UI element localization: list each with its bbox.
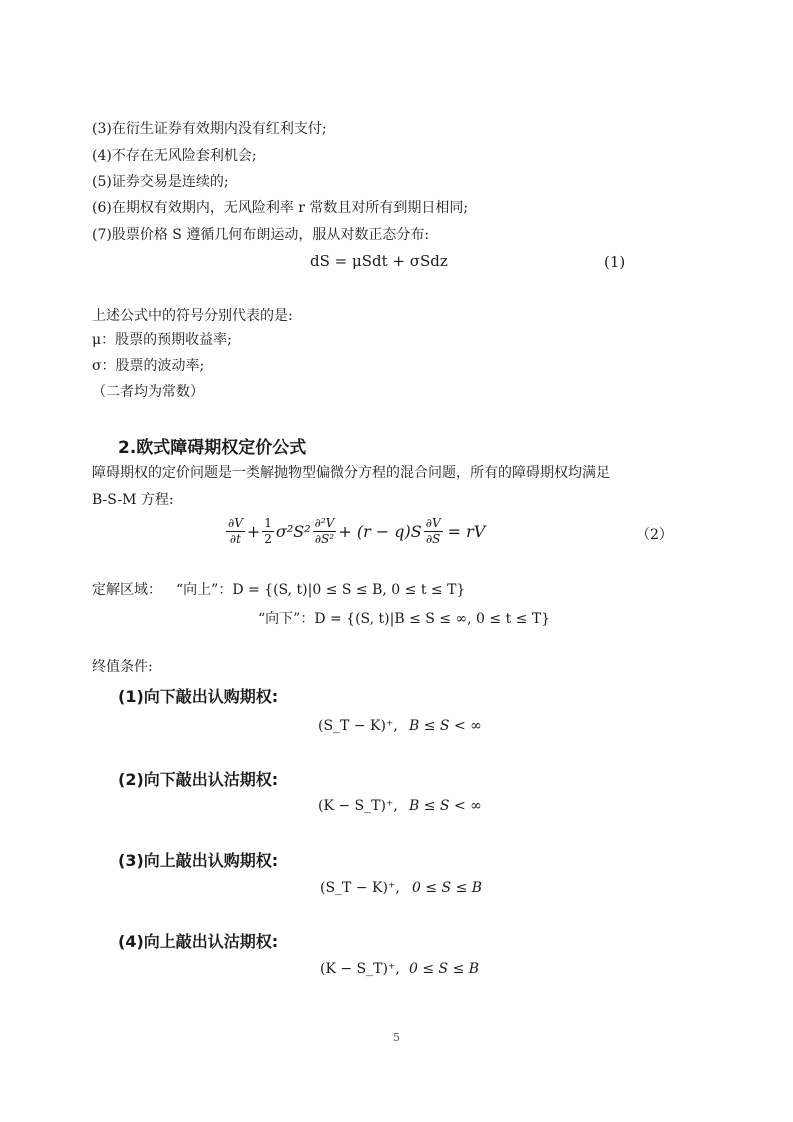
domain-prefix: 定解区域： xyxy=(92,582,162,598)
equation-2-rhs: = rV xyxy=(447,522,486,541)
section-paragraph-line1: 障碍期权的定价问题是一类解抛物型偏微分方程的混合问题，所有的障碍期权均满足 xyxy=(92,465,610,481)
d2v-ds2-fraction xyxy=(313,516,337,547)
case-3-payoff: (S_T − K)⁺, xyxy=(320,880,400,896)
assumption-4: (4)不存在无风险套利机会; xyxy=(92,148,257,164)
symbols-note: （二者均为常数） xyxy=(92,384,204,400)
drift-term: + (r − q)S xyxy=(338,522,422,541)
symbol-sigma: σ：股票的波动率; xyxy=(92,358,205,374)
sigma-squared-s-squared: σ²S² xyxy=(275,522,311,541)
case-4-payoff: (K − S_T)⁺, xyxy=(320,961,400,977)
page-number: 5 xyxy=(393,1031,400,1044)
equation-1-label: (1) xyxy=(604,253,626,271)
half-numerator: 1 xyxy=(264,516,272,530)
section-paragraph-line2: B-S-M 方程: xyxy=(92,492,174,508)
case-1-payoff: (S_T − K)⁺, xyxy=(318,718,398,734)
assumption-7: (7)股票价格 S 遵循几何布朗运动，服从对数正态分布: xyxy=(92,227,430,243)
symbol-mu: μ：股票的预期收益率; xyxy=(92,332,232,348)
half-denominator: 2 xyxy=(264,532,272,546)
dv-dt-numerator: ∂V xyxy=(228,516,243,530)
equation-2-label: （2） xyxy=(636,527,673,543)
dv-ds-fraction xyxy=(424,516,443,547)
terminal-conditions-title: 终值条件: xyxy=(92,659,153,675)
case-2-range: B ≤ S < ∞ xyxy=(409,798,482,814)
case-1-title: (1)向下敲出认购期权: xyxy=(118,687,279,706)
equation-2 xyxy=(224,516,485,547)
dv-ds-numerator: ∂V xyxy=(425,516,441,530)
domain-down: “向下”：D = {(S, t)|B ≤ S ≤ ∞, 0 ≤ t ≤ T} xyxy=(258,611,551,627)
assumption-5: (5)证券交易是连续的; xyxy=(92,174,229,190)
case-1-range: B ≤ S < ∞ xyxy=(409,718,482,734)
case-3-title: (3)向上敲出认购期权: xyxy=(118,851,279,870)
d2v-numerator: ∂²V xyxy=(314,516,335,530)
ds2-denominator: ∂S² xyxy=(314,532,335,546)
assumption-3: (3)在衍生证券有效期内没有红利支付; xyxy=(92,121,327,137)
symbols-intro: 上述公式中的符号分别代表的是: xyxy=(92,308,293,324)
assumption-6: (6)在期权有效期内，无风险利率 r 常数且对所有到期日相同; xyxy=(92,200,469,216)
case-4-title: (4)向上敲出认沽期权: xyxy=(118,932,279,951)
case-2-payoff: (K − S_T)⁺, xyxy=(318,798,398,814)
dv-ds-denominator: ∂S xyxy=(425,532,441,546)
section-heading: 2.欧式障碍期权定价公式 xyxy=(118,438,307,458)
dv-dt-fraction xyxy=(226,516,245,547)
half-fraction xyxy=(262,516,274,547)
case-2-title: (2)向下敲出认沽期权: xyxy=(118,770,279,789)
plus-sign: + xyxy=(246,522,261,541)
dv-dt-denominator: ∂t xyxy=(229,532,241,546)
domain-up: “向上”：D = {(S, t)|0 ≤ S ≤ B, 0 ≤ t ≤ T} xyxy=(176,582,466,598)
equation-1: dS = μSdt + σSdz xyxy=(310,252,448,270)
case-3-range: 0 ≤ S ≤ B xyxy=(412,880,483,896)
case-4-range: 0 ≤ S ≤ B xyxy=(409,961,480,977)
